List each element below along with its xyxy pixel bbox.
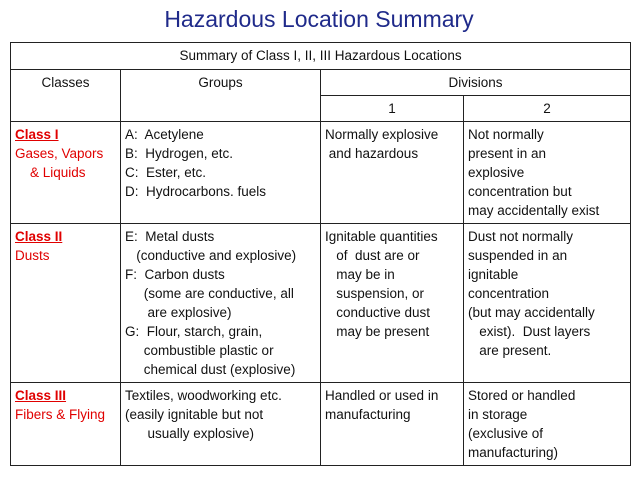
division-1-line: may be in <box>325 267 395 282</box>
division-2-line: manufacturing) <box>468 445 559 460</box>
division-2-line: Dust not normally <box>468 229 574 244</box>
division-1-line: manufacturing <box>325 407 411 422</box>
table-row <box>11 224 631 383</box>
class-description: Gases, Vapors <box>15 146 104 161</box>
group-line: G: Flour, starch, grain, <box>125 324 263 339</box>
division-2-line: Stored or handled <box>468 388 576 403</box>
group-line: combustible plastic or <box>125 343 274 358</box>
group-line: E: Metal dusts <box>125 229 215 244</box>
class-description: & Liquids <box>15 165 86 180</box>
division-2-cell <box>464 224 631 383</box>
division-1-line: Normally explosive <box>325 127 439 142</box>
group-line: (easily ignitable but not <box>125 407 264 422</box>
class-description: Fibers & Flying <box>15 407 106 422</box>
division-2-line: concentration but <box>468 184 572 199</box>
division-2-line: (exclusive of <box>468 426 544 441</box>
groups-cell <box>121 122 321 224</box>
division-1-line: Handled or used in <box>325 388 439 403</box>
class-name: Class I <box>15 127 59 142</box>
division-1-line: and hazardous <box>325 146 419 161</box>
class-cell <box>11 122 121 224</box>
class-name: Class II <box>15 229 63 244</box>
header-division-2: 2 <box>464 96 631 122</box>
groups-cell <box>121 383 321 466</box>
class-cell <box>11 224 121 383</box>
page-title: Hazardous Location Summary <box>164 6 474 32</box>
division-1-cell <box>321 122 464 224</box>
group-line: (some are conductive, all <box>125 286 294 301</box>
table-row <box>11 122 631 224</box>
division-1-line: may be present <box>325 324 430 339</box>
header-division-1: 1 <box>321 96 464 122</box>
header-divisions: Divisions <box>321 70 631 96</box>
group-line: F: Carbon dusts <box>125 267 225 282</box>
division-2-line: Not normally <box>468 127 544 142</box>
division-1-cell <box>321 383 464 466</box>
division-2-line: ignitable <box>468 267 519 282</box>
class-description: Dusts <box>15 248 50 263</box>
division-2-cell <box>464 122 631 224</box>
division-1-line: Ignitable quantities <box>325 229 438 244</box>
division-2-line: concentration <box>468 286 550 301</box>
division-1-cell <box>321 224 464 383</box>
division-2-line: explosive <box>468 165 525 180</box>
division-2-line: in storage <box>468 407 528 422</box>
group-line: usually explosive) <box>125 426 255 441</box>
group-line: D: Hydrocarbons. fuels <box>125 184 267 199</box>
division-1-line: suspension, or <box>325 286 425 301</box>
group-line: A: Acetylene <box>125 127 204 142</box>
division-2-line: suspended in an <box>468 248 568 263</box>
hazardous-locations-table <box>10 42 631 466</box>
division-1-line: conductive dust <box>325 305 431 320</box>
division-2-line: are present. <box>468 343 552 358</box>
group-line: Textiles, woodworking etc. <box>125 388 282 403</box>
table-caption: Summary of Class I, II, III Hazardous Locations <box>11 43 631 70</box>
division-2-line: present in an <box>468 146 547 161</box>
groups-cell <box>121 224 321 383</box>
header-classes: Classes <box>11 70 121 122</box>
division-2-line: exist). Dust layers <box>468 324 591 339</box>
class-cell <box>11 383 121 466</box>
division-1-line: of dust are or <box>325 248 420 263</box>
group-line: B: Hydrogen, etc. <box>125 146 234 161</box>
group-line: are explosive) <box>125 305 232 320</box>
class-name: Class III <box>15 388 67 403</box>
division-2-cell <box>464 383 631 466</box>
header-groups: Groups <box>121 70 321 122</box>
group-line: (conductive and explosive) <box>125 248 297 263</box>
table-row <box>11 383 631 466</box>
group-line: C: Ester, etc. <box>125 165 207 180</box>
division-2-line: may accidentally exist <box>468 203 600 218</box>
group-line: chemical dust (explosive) <box>125 362 296 377</box>
division-2-line: (but may accidentally <box>468 305 595 320</box>
